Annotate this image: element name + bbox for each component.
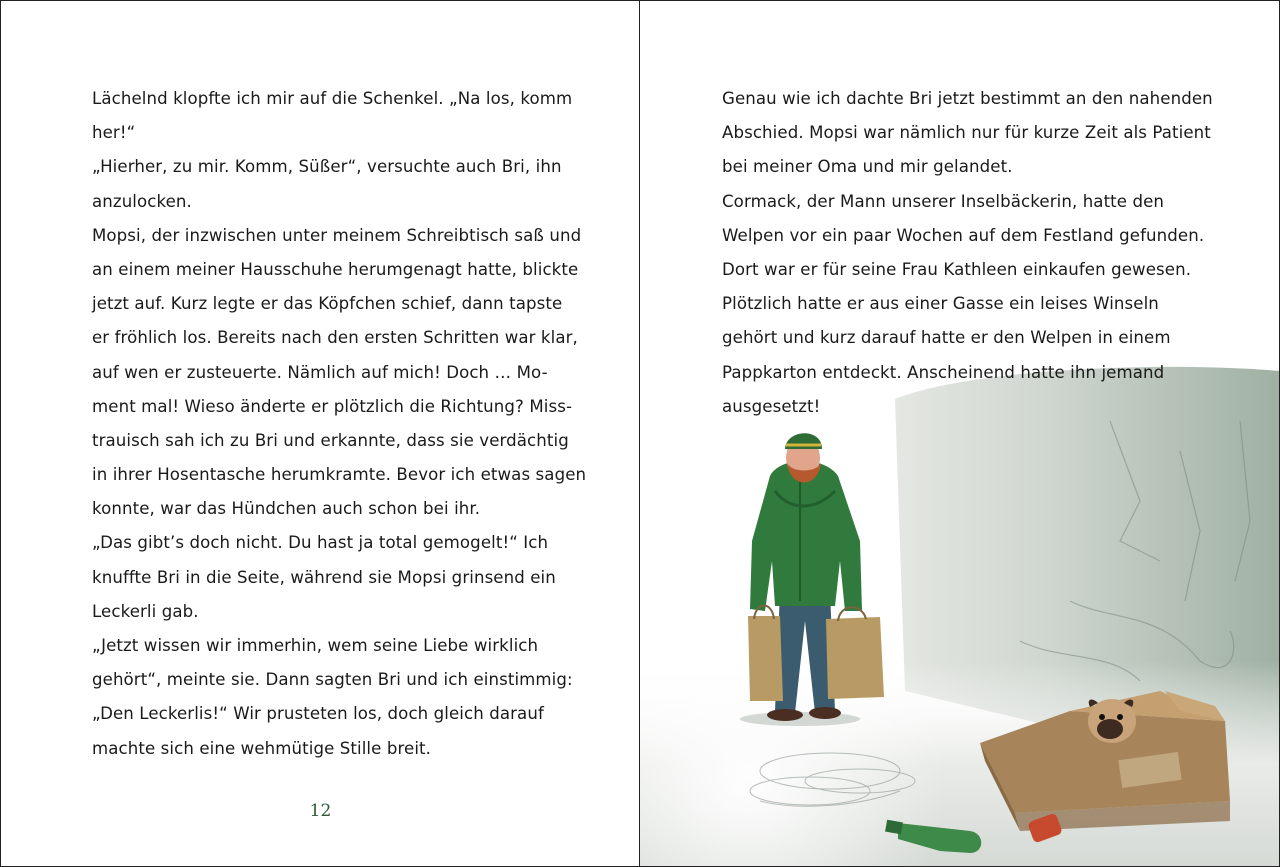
left-page bbox=[0, 0, 639, 867]
text-line: Mopsi, der inzwischen unter meinem Schreibtisch saß und bbox=[92, 225, 582, 245]
text-line: Leckerli gab. bbox=[92, 601, 199, 621]
text-line: anzulocken. bbox=[92, 191, 192, 211]
text-line: konnte, war das Hündchen auch schon bei ihr. bbox=[92, 499, 481, 519]
text-line: „Hierher, zu mir. Komm, Süßer“, versuchte auch Bri, ihn bbox=[92, 157, 562, 177]
text-line: gehört und kurz darauf hatte er den Welpen in einem bbox=[722, 328, 1171, 348]
text-line: an einem meiner Hausschuhe herumgenagt hatte, blickte bbox=[92, 259, 579, 279]
text-line: knuffte Bri in die Seite, während sie Mopsi grinsend ein bbox=[92, 567, 556, 587]
text-line: „Den Leckerlis!“ Wir prusteten los, doch gleich darauf bbox=[92, 704, 544, 724]
text-line: Welpen vor ein paar Wochen auf dem Festland gefunden. bbox=[722, 225, 1205, 245]
illustration bbox=[640, 361, 1280, 867]
left-page-text bbox=[92, 83, 587, 767]
text-line: auf wen er zusteuerte. Nämlich auf mich! Doch … Mo- bbox=[92, 362, 548, 382]
text-line: „Das gibt’s doch nicht. Du hast ja total gemogelt!“ Ich bbox=[92, 533, 549, 553]
text-line: Lächelnd klopfte ich mir auf die Schenkel. „Na los, komm bbox=[92, 89, 573, 108]
text-line: Cormack, der Mann unserer Inselbäckerin, hatte den bbox=[722, 191, 1165, 211]
text-line: jetzt auf. Kurz legte er das Köpfchen schief, dann tapste bbox=[92, 294, 563, 314]
text-line: Abschied. Mopsi war nämlich nur für kurze Zeit als Patient bbox=[722, 123, 1211, 143]
text-line: Dort war er für seine Frau Kathleen einkaufen gewesen. bbox=[722, 259, 1192, 279]
text-line: er fröhlich los. Bereits nach den ersten Schritten war klar, bbox=[92, 328, 578, 348]
text-line: ment mal! Wieso änderte er plötzlich die Richtung? Miss- bbox=[92, 396, 573, 416]
text-line: Pappkarton entdeckt. Anscheinend hatte ihn jemand bbox=[722, 362, 1165, 382]
text-line: bei meiner Oma und mir gelandet. bbox=[722, 157, 1013, 177]
right-page-text bbox=[722, 83, 1213, 425]
right-page bbox=[640, 0, 1280, 867]
text-line: her!“ bbox=[92, 123, 136, 143]
page-number: 12 bbox=[309, 801, 332, 821]
text-line: ausgesetzt! bbox=[722, 396, 821, 416]
text-line: trauisch sah ich zu Bri und erkannte, dass sie verdächtig bbox=[92, 430, 569, 450]
text-line: Plötzlich hatte er aus einer Gasse ein leises Winseln bbox=[722, 294, 1159, 314]
text-line: in ihrer Hosentasche herumkramte. Bevor ich etwas sagen bbox=[92, 465, 587, 485]
text-line: machte sich eine wehmütige Stille breit. bbox=[92, 738, 432, 758]
text-line: Genau wie ich dachte Bri jetzt bestimmt an den nahenden bbox=[722, 89, 1213, 108]
text-line: gehört“, meinte sie. Dann sagten Bri und ich einstimmig: bbox=[92, 670, 573, 690]
text-line: „Jetzt wissen wir immerhin, wem seine Liebe wirklich bbox=[92, 636, 539, 655]
